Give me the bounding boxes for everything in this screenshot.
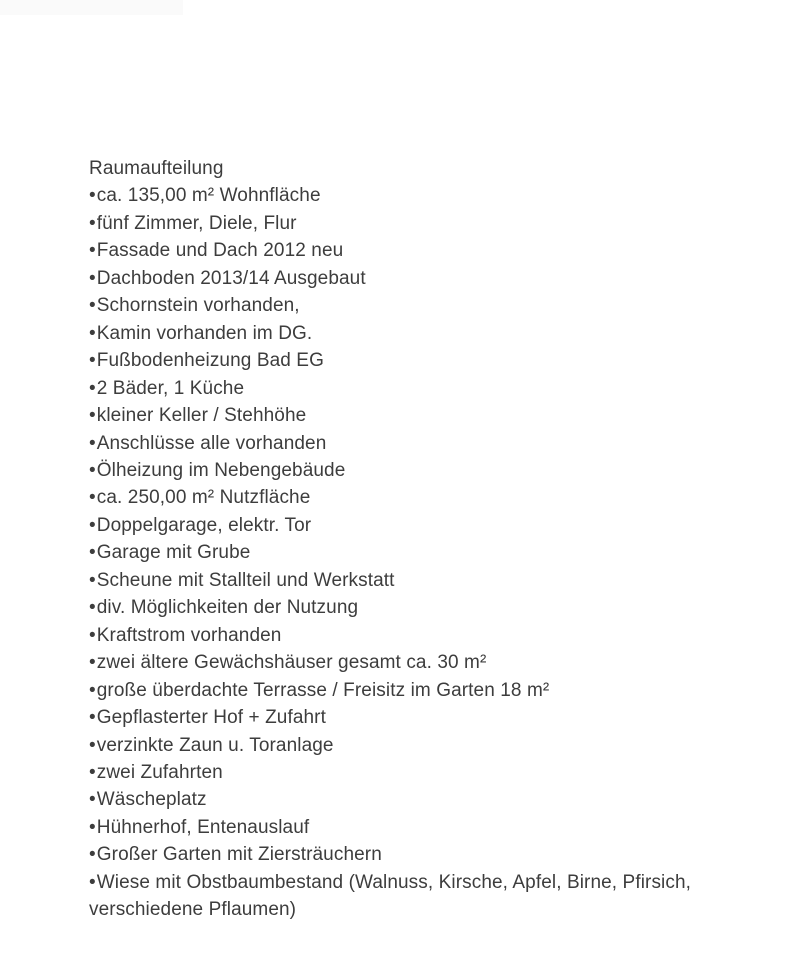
bullet-icon: • xyxy=(89,459,96,481)
feature-item-text: zwei Zufahrten xyxy=(96,761,223,783)
bullet-icon: • xyxy=(89,487,96,509)
bullet-icon: • xyxy=(89,707,96,729)
bullet-icon: • xyxy=(89,322,96,344)
bullet-icon: • xyxy=(89,295,96,317)
feature-list xyxy=(89,182,769,923)
feature-item xyxy=(89,512,769,539)
feature-item-text: große überdachte Terrasse / Freisitz im Garten 18 m² xyxy=(96,679,550,701)
feature-item xyxy=(89,732,769,759)
feature-item-text: div. Möglichkeiten der Nutzung xyxy=(96,597,359,619)
bullet-icon: • xyxy=(89,597,96,619)
bullet-icon: • xyxy=(89,652,96,674)
feature-item xyxy=(89,704,769,731)
bullet-icon: • xyxy=(89,185,96,207)
feature-item-text: Kamin vorhanden im DG. xyxy=(96,322,313,344)
feature-item-text: fünf Zimmer, Diele, Flur xyxy=(96,212,297,234)
section-title: Raumaufteilung xyxy=(89,158,224,179)
feature-item-text: zwei ältere Gewächshäuser gesamt ca. 30 m² xyxy=(96,652,487,674)
feature-item xyxy=(89,430,769,457)
feature-item xyxy=(89,457,769,484)
feature-item xyxy=(89,375,769,402)
feature-item-text: 2 Bäder, 1 Küche xyxy=(96,377,245,399)
feature-item-text: ca. 250,00 m² Nutzfläche xyxy=(96,487,311,509)
bullet-icon: • xyxy=(89,679,96,701)
feature-item xyxy=(89,594,769,621)
feature-item-text: Hühnerhof, Entenauslauf xyxy=(96,816,310,838)
feature-item-text: Garage mit Grube xyxy=(96,542,251,564)
feature-item xyxy=(89,622,769,649)
feature-item xyxy=(89,841,769,868)
feature-item-text: ca. 135,00 m² Wohnfläche xyxy=(96,185,321,207)
feature-item-text: Großer Garten mit Ziersträuchern xyxy=(96,844,382,866)
feature-item xyxy=(89,677,769,704)
feature-item xyxy=(89,237,769,264)
feature-item xyxy=(89,649,769,676)
feature-item-text: verzinkte Zaun u. Toranlage xyxy=(96,734,334,756)
feature-item xyxy=(89,869,769,924)
feature-item xyxy=(89,567,769,594)
bullet-icon: • xyxy=(89,761,96,783)
feature-item-text: Dachboden 2013/14 Ausgebaut xyxy=(96,267,366,289)
property-description xyxy=(89,155,769,924)
bullet-icon: • xyxy=(89,789,96,811)
feature-item xyxy=(89,320,769,347)
bullet-icon: • xyxy=(89,871,96,893)
feature-item-text: Scheune mit Stallteil und Werkstatt xyxy=(96,569,395,591)
feature-item xyxy=(89,814,769,841)
feature-item-text: Gepflasterter Hof + Zufahrt xyxy=(96,707,326,729)
feature-item-text: Kraftstrom vorhanden xyxy=(96,624,282,646)
bullet-icon: • xyxy=(89,816,96,838)
bullet-icon: • xyxy=(89,624,96,646)
feature-item xyxy=(89,786,769,813)
feature-item xyxy=(89,265,769,292)
bullet-icon: • xyxy=(89,844,96,866)
feature-item xyxy=(89,402,769,429)
feature-item xyxy=(89,759,769,786)
feature-item-text: Wäscheplatz xyxy=(96,789,207,811)
bullet-icon: • xyxy=(89,267,96,289)
bullet-icon: • xyxy=(89,405,96,427)
feature-item xyxy=(89,539,769,566)
bullet-icon: • xyxy=(89,432,96,454)
feature-item-text: Fußbodenheizung Bad EG xyxy=(96,350,324,372)
bullet-icon: • xyxy=(89,542,96,564)
feature-item xyxy=(89,210,769,237)
top-edge-artifact xyxy=(0,0,183,15)
feature-item-text: Ölheizung im Nebengebäude xyxy=(96,459,346,481)
feature-item-text: Fassade und Dach 2012 neu xyxy=(96,240,344,262)
feature-item-text: Wiese mit Obstbaumbestand (Walnuss, Kirsche, Apfel, Birne, Pfirsich, verschiedene Pflaumen) xyxy=(89,871,692,921)
bullet-icon: • xyxy=(89,569,96,591)
feature-item-text: Schornstein vorhanden, xyxy=(96,295,300,317)
feature-item xyxy=(89,292,769,319)
feature-item xyxy=(89,347,769,374)
feature-item-text: Anschlüsse alle vorhanden xyxy=(96,432,327,454)
bullet-icon: • xyxy=(89,514,96,536)
bullet-icon: • xyxy=(89,212,96,234)
feature-item-text: kleiner Keller / Stehhöhe xyxy=(96,405,307,427)
feature-item xyxy=(89,182,769,209)
feature-item-text: Doppelgarage, elektr. Tor xyxy=(96,514,312,536)
bullet-icon: • xyxy=(89,240,96,262)
bullet-icon: • xyxy=(89,734,96,756)
bullet-icon: • xyxy=(89,350,96,372)
feature-item xyxy=(89,484,769,511)
bullet-icon: • xyxy=(89,377,96,399)
